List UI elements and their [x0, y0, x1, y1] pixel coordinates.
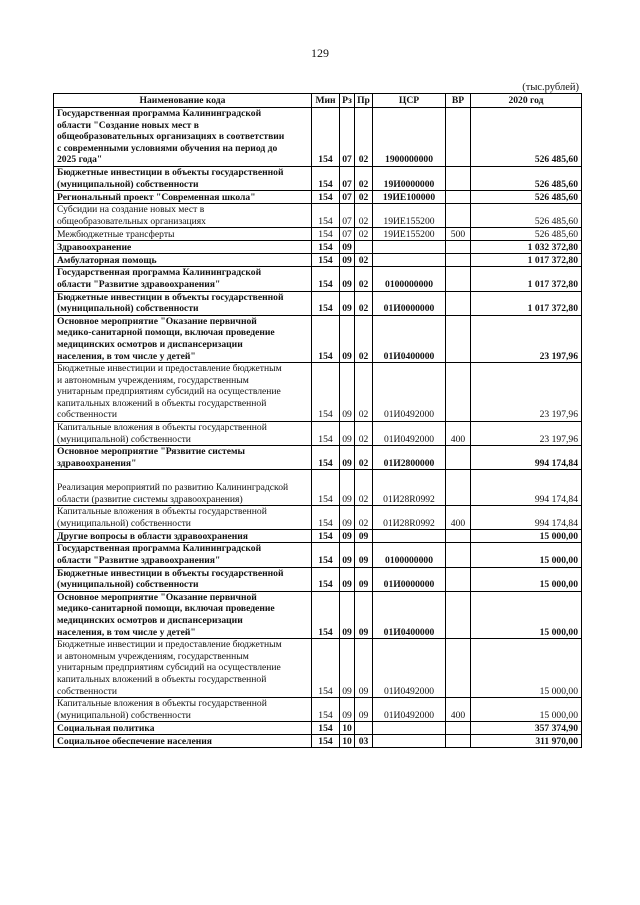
row-rz-cell: 10: [340, 722, 355, 735]
row-name-cell: [54, 291, 312, 315]
table-row: [54, 108, 582, 167]
row-vr-cell: [446, 108, 471, 167]
budget-table: [53, 93, 582, 748]
header-csr: ЦСР: [373, 94, 446, 108]
row-name-cell: [54, 446, 312, 470]
row-value-cell: 15 000,00: [471, 639, 582, 698]
row-csr-cell: 01И0000000: [373, 567, 446, 591]
row-name-line: (муниципальной) собственности: [57, 517, 191, 529]
row-min-cell: 154: [312, 446, 340, 470]
table-row: [54, 166, 582, 190]
row-min-cell: 154: [312, 543, 340, 567]
row-name-cell: [54, 470, 312, 506]
row-value-cell: 15 000,00: [471, 698, 582, 722]
header-min: Мин: [312, 94, 340, 108]
row-name-line: медико-санитарной помощи, включая проведение: [57, 327, 275, 339]
row-rz-cell: 07: [340, 191, 355, 204]
row-csr-cell: 01И0492000: [373, 698, 446, 722]
row-vr-cell: 500: [446, 228, 471, 241]
row-name-line: населения, в том числе у детей": [57, 626, 196, 638]
row-vr-cell: [446, 567, 471, 591]
row-name-line: общеобразовательных организациях в соответствии: [57, 131, 285, 143]
row-csr-cell: 19ИЕ100000: [373, 191, 446, 204]
row-pr-cell: 09: [355, 698, 373, 722]
table-row: [54, 204, 582, 228]
row-value-cell: 1 017 372,80: [471, 291, 582, 315]
row-name-line: общеобразовательных организациях: [57, 215, 206, 227]
row-pr-cell: 02: [355, 315, 373, 362]
row-name-line: (муниципальной) собственности: [57, 178, 199, 190]
page-number: 129: [311, 46, 329, 60]
row-vr-cell: [446, 591, 471, 638]
table-row: [54, 267, 582, 291]
row-rz-cell: 09: [340, 315, 355, 362]
row-min-cell: 154: [312, 166, 340, 190]
table-row: [54, 241, 582, 254]
table-row: [54, 254, 582, 267]
row-rz-cell: 09: [340, 254, 355, 267]
row-csr-cell: 01И0000000: [373, 291, 446, 315]
row-pr-cell: 09: [355, 543, 373, 567]
table-row: [54, 446, 582, 470]
table-row: [54, 543, 582, 567]
row-name-cell: [54, 567, 312, 591]
row-name-cell: [54, 639, 312, 698]
row-name-cell: [54, 267, 312, 291]
row-csr-cell: [373, 735, 446, 748]
row-name-line: и автономным учреждениям, государственным: [57, 374, 249, 386]
row-name-cell: [54, 506, 312, 530]
row-value-cell: 1 032 372,80: [471, 241, 582, 254]
row-rz-cell: 09: [340, 422, 355, 446]
row-vr-cell: [446, 241, 471, 254]
row-value-cell: 526 485,60: [471, 228, 582, 241]
row-name-line: Реализация мероприятий по развитию Калининградской: [57, 482, 289, 494]
row-vr-cell: 400: [446, 422, 471, 446]
row-name-line: собственности: [57, 409, 118, 421]
row-vr-cell: [446, 639, 471, 698]
row-name-line: Капитальные вложения в объекты государственной: [57, 422, 267, 434]
row-name-line: Региональный проект "Современная школа": [57, 191, 256, 203]
row-name-line: Основное мероприятие "Оказание первичной: [57, 315, 257, 327]
row-rz-cell: 09: [340, 506, 355, 530]
row-vr-cell: [446, 446, 471, 470]
row-name-line: (муниципальной) собственности: [57, 709, 191, 721]
row-name-cell: [54, 191, 312, 204]
row-name-line: Бюджетные инвестиции в объекты государственной: [57, 567, 284, 579]
row-min-cell: 154: [312, 698, 340, 722]
row-name-line: собственности: [57, 685, 118, 697]
row-name-line: Бюджетные инвестиции в объекты государственной: [57, 166, 284, 178]
row-rz-cell: 09: [340, 363, 355, 422]
row-csr-cell: [373, 530, 446, 543]
row-rz-cell: 09: [340, 567, 355, 591]
row-csr-cell: 01И28R0992: [373, 470, 446, 506]
row-name-line: Социальное обеспечение населения: [57, 735, 212, 747]
row-value-cell: 1 017 372,80: [471, 254, 582, 267]
row-csr-cell: 01И0492000: [373, 639, 446, 698]
row-name-cell: [54, 241, 312, 254]
row-min-cell: 154: [312, 567, 340, 591]
row-csr-cell: 19ИЕ155200: [373, 204, 446, 228]
row-name-line: унитарным предприятиям субсидий на осуществление: [57, 386, 281, 398]
row-value-cell: 15 000,00: [471, 530, 582, 543]
row-name-line: капитальных вложений в объекты государственной: [57, 673, 267, 685]
row-name-cell: [54, 315, 312, 362]
row-pr-cell: 02: [355, 108, 373, 167]
row-name-cell: [54, 422, 312, 446]
table-row: [54, 191, 582, 204]
row-min-cell: 154: [312, 506, 340, 530]
row-name-line: медицинских осмотров и диспансеризации: [57, 614, 243, 626]
row-rz-cell: 09: [340, 470, 355, 506]
row-csr-cell: 19ИЕ155200: [373, 228, 446, 241]
row-min-cell: 154: [312, 241, 340, 254]
row-rz-cell: 09: [340, 639, 355, 698]
row-min-cell: 154: [312, 204, 340, 228]
row-min-cell: 154: [312, 422, 340, 446]
row-rz-cell: 09: [340, 267, 355, 291]
row-name-line: области (развитие системы здравоохранения): [57, 493, 243, 505]
row-value-cell: 23 197,96: [471, 315, 582, 362]
row-vr-cell: [446, 191, 471, 204]
row-name-line: и автономным учреждениям, государственным: [57, 650, 249, 662]
row-csr-cell: 0100000000: [373, 543, 446, 567]
row-rz-cell: 07: [340, 166, 355, 190]
row-name-line: [57, 470, 308, 482]
row-name-cell: [54, 543, 312, 567]
row-name-cell: [54, 698, 312, 722]
row-pr-cell: 02: [355, 204, 373, 228]
row-name-line: Субсидии на создание новых мест в: [57, 204, 205, 216]
row-min-cell: 154: [312, 639, 340, 698]
row-rz-cell: 10: [340, 735, 355, 748]
row-rz-cell: 09: [340, 698, 355, 722]
table-row: [54, 506, 582, 530]
row-min-cell: 154: [312, 735, 340, 748]
table-row: [54, 291, 582, 315]
row-csr-cell: 01И0400000: [373, 591, 446, 638]
row-pr-cell: [355, 241, 373, 254]
row-pr-cell: 03: [355, 735, 373, 748]
row-vr-cell: [446, 267, 471, 291]
row-vr-cell: [446, 735, 471, 748]
row-min-cell: 154: [312, 591, 340, 638]
row-name-line: Бюджетные инвестиции и предоставление бюджетным: [57, 363, 282, 375]
row-pr-cell: 02: [355, 506, 373, 530]
table-row: [54, 530, 582, 543]
row-csr-cell: 01И2800000: [373, 446, 446, 470]
row-name-cell: [54, 166, 312, 190]
table-row: [54, 315, 582, 362]
row-min-cell: 154: [312, 228, 340, 241]
row-csr-cell: [373, 254, 446, 267]
row-pr-cell: 02: [355, 446, 373, 470]
row-pr-cell: 02: [355, 166, 373, 190]
row-name-line: Здравоохранение: [57, 241, 132, 253]
row-name-line: медицинских осмотров и диспансеризации: [57, 338, 243, 350]
row-vr-cell: [446, 470, 471, 506]
table-row: [54, 639, 582, 698]
table-row: [54, 591, 582, 638]
row-vr-cell: [446, 315, 471, 362]
row-value-cell: 15 000,00: [471, 567, 582, 591]
row-vr-cell: [446, 722, 471, 735]
row-pr-cell: 09: [355, 567, 373, 591]
row-pr-cell: 02: [355, 291, 373, 315]
row-name-line: Государственная программа Калининградской: [57, 543, 262, 555]
table-row: [54, 567, 582, 591]
row-name-cell: [54, 722, 312, 735]
row-pr-cell: 02: [355, 470, 373, 506]
row-name-cell: [54, 735, 312, 748]
row-min-cell: 154: [312, 191, 340, 204]
row-name-cell: [54, 204, 312, 228]
header-pr: Пр: [355, 94, 373, 108]
row-value-cell: 15 000,00: [471, 543, 582, 567]
table-row: [54, 470, 582, 506]
row-name-line: медико-санитарной помощи, включая проведение: [57, 603, 275, 615]
row-csr-cell: 1900000000: [373, 108, 446, 167]
row-value-cell: 311 970,00: [471, 735, 582, 748]
row-vr-cell: [446, 204, 471, 228]
row-value-cell: 15 000,00: [471, 591, 582, 638]
header-name: Наименование кода: [54, 94, 312, 108]
row-name-cell: [54, 591, 312, 638]
row-value-cell: 1 017 372,80: [471, 267, 582, 291]
table-body: [54, 108, 582, 748]
row-rz-cell: 07: [340, 204, 355, 228]
row-rz-cell: 09: [340, 291, 355, 315]
row-vr-cell: [446, 530, 471, 543]
row-value-cell: 526 485,60: [471, 191, 582, 204]
header-vr: ВР: [446, 94, 471, 108]
row-name-line: области "Создание новых мест в: [57, 119, 199, 131]
row-min-cell: 154: [312, 530, 340, 543]
table-row: [54, 422, 582, 446]
row-pr-cell: 09: [355, 591, 373, 638]
row-min-cell: 154: [312, 470, 340, 506]
row-rz-cell: 09: [340, 241, 355, 254]
row-vr-cell: [446, 543, 471, 567]
row-name-line: (муниципальной) собственности: [57, 303, 199, 315]
row-name-line: Бюджетные инвестиции и предоставление бюджетным: [57, 639, 282, 651]
row-name-line: 2025 года": [57, 154, 103, 166]
row-name-line: Основное мероприятие "Оказание первичной: [57, 591, 257, 603]
row-min-cell: 154: [312, 267, 340, 291]
row-rz-cell: 07: [340, 228, 355, 241]
row-min-cell: 154: [312, 315, 340, 362]
row-value-cell: 23 197,96: [471, 363, 582, 422]
row-min-cell: 154: [312, 722, 340, 735]
row-name-line: Амбулаторная помощь: [57, 254, 157, 266]
row-name-line: здравоохранения": [57, 457, 137, 469]
row-pr-cell: 02: [355, 267, 373, 291]
row-pr-cell: 09: [355, 639, 373, 698]
row-name-line: населения, в том числе у детей": [57, 350, 196, 362]
row-name-line: с современными условиями обучения на период до: [57, 142, 278, 154]
row-vr-cell: 400: [446, 506, 471, 530]
row-name-cell: [54, 363, 312, 422]
row-name-line: Государственная программа Калининградской: [57, 108, 262, 119]
row-value-cell: 357 374,90: [471, 722, 582, 735]
row-vr-cell: [446, 166, 471, 190]
row-csr-cell: 19И0000000: [373, 166, 446, 190]
header-rz: Рз: [340, 94, 355, 108]
row-csr-cell: 01И0492000: [373, 363, 446, 422]
row-value-cell: 526 485,60: [471, 108, 582, 167]
row-name-line: (муниципальной) собственности: [57, 433, 191, 445]
row-value-cell: 526 485,60: [471, 204, 582, 228]
row-rz-cell: 07: [340, 108, 355, 167]
row-min-cell: 154: [312, 108, 340, 167]
row-pr-cell: 02: [355, 363, 373, 422]
row-min-cell: 154: [312, 291, 340, 315]
row-csr-cell: [373, 241, 446, 254]
row-vr-cell: 400: [446, 698, 471, 722]
row-name-cell: [54, 228, 312, 241]
row-name-cell: [54, 108, 312, 167]
row-name-line: Бюджетные инвестиции в объекты государственной: [57, 291, 284, 303]
table-row: [54, 228, 582, 241]
row-name-line: Социальная политика: [57, 722, 155, 734]
table-row: [54, 735, 582, 748]
row-pr-cell: 09: [355, 530, 373, 543]
row-rz-cell: 09: [340, 446, 355, 470]
row-value-cell: 994 174,84: [471, 470, 582, 506]
row-name-line: области "Развитие здравоохранения": [57, 278, 221, 290]
row-name-line: унитарным предприятиям субсидий на осуществление: [57, 662, 281, 674]
row-csr-cell: 01И0492000: [373, 422, 446, 446]
row-name-line: капитальных вложений в объекты государственной: [57, 397, 267, 409]
row-rz-cell: 09: [340, 530, 355, 543]
row-pr-cell: 02: [355, 191, 373, 204]
row-csr-cell: [373, 722, 446, 735]
row-name-line: Другие вопросы в области здравоохранения: [57, 530, 248, 542]
row-name-cell: [54, 530, 312, 543]
table-row: [54, 363, 582, 422]
row-pr-cell: 02: [355, 228, 373, 241]
row-name-line: Капитальные вложения в объекты государственной: [57, 506, 267, 518]
row-name-line: Государственная программа Калининградской: [57, 267, 262, 279]
header-row: [54, 94, 582, 108]
row-value-cell: 23 197,96: [471, 422, 582, 446]
row-vr-cell: [446, 254, 471, 267]
row-csr-cell: 0100000000: [373, 267, 446, 291]
table-row: [54, 698, 582, 722]
row-value-cell: 994 174,84: [471, 506, 582, 530]
row-name-line: области "Развитие здравоохранения": [57, 555, 221, 566]
row-pr-cell: [355, 722, 373, 735]
row-csr-cell: 01И0400000: [373, 315, 446, 362]
row-csr-cell: 01И28R0992: [373, 506, 446, 530]
row-value-cell: 994 174,84: [471, 446, 582, 470]
row-vr-cell: [446, 363, 471, 422]
row-pr-cell: 02: [355, 422, 373, 446]
header-year: 2020 год: [471, 94, 582, 108]
row-name-line: Межбюджетные трансферты: [57, 228, 175, 240]
row-rz-cell: 09: [340, 543, 355, 567]
row-name-line: Капитальные вложения в объекты государственной: [57, 698, 267, 710]
row-min-cell: 154: [312, 254, 340, 267]
row-name-cell: [54, 254, 312, 267]
row-pr-cell: 02: [355, 254, 373, 267]
table-row: [54, 722, 582, 735]
row-name-line: (муниципальной) собственности: [57, 579, 199, 591]
row-value-cell: 526 485,60: [471, 166, 582, 190]
row-vr-cell: [446, 291, 471, 315]
units-label: (тыс.рублей): [522, 82, 579, 93]
row-rz-cell: 09: [340, 591, 355, 638]
row-min-cell: 154: [312, 363, 340, 422]
row-name-line: Основное мероприятие "Рязвитие системы: [57, 446, 246, 458]
